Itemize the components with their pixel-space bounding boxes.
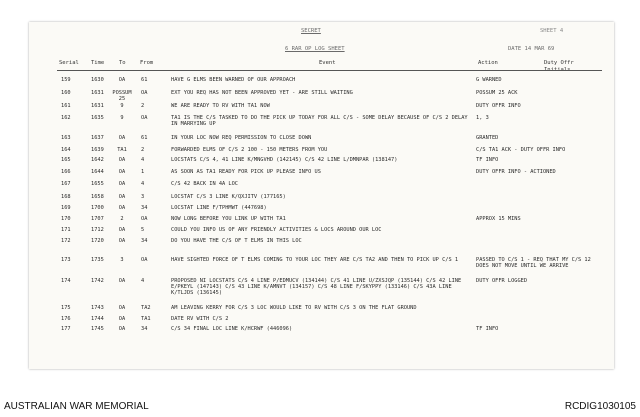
entry-serial: 177 [61, 326, 71, 332]
entry-to: OA [118, 169, 126, 175]
entry-event: LOCSTAT C/S 3 LINE K/QXJITV (177165) [171, 194, 286, 200]
entry-time: 1631 [91, 90, 104, 96]
entry-time: 1744 [91, 316, 104, 322]
entry-event: PROPOSED NI LOCSTATS C/S 4 LINE P/EDMUCV (134144) C/S 41 LINE U/ZXSJQP (135144) C/S 42 LINE E/PKEYL (147143) C/S 43 LINE K/AMNVT (134157) C/S 48 LINE F/SKYPPY (133146) C/S 43A LINE K/TLJDS (136145) [171, 278, 462, 297]
entry-action: PASSED TO C/S 1 - REQ THAT MY C/S 12 DOES NOT MOVE UNTIL WE ARRIVE [476, 257, 591, 270]
entry-from: OA [141, 216, 148, 222]
entry-event: WE ARE READY TO RV WITH TA1 NOW [171, 103, 270, 109]
entry-event: FORWARDED ELMS OF C/S 2 100 - 150 METERS FROM YOU [171, 147, 328, 153]
entry-action: C/S TA1 ACK - DUTY OFFR INFO [476, 147, 566, 153]
column-header-serial: Serial [59, 60, 79, 66]
entry-serial: 174 [61, 278, 71, 284]
entry-action: POSSUM 25 ACK [476, 90, 518, 96]
entry-serial: 176 [61, 316, 71, 322]
entry-serial: 164 [61, 147, 71, 153]
archive-record-id: RCDIG1030105 [564, 401, 636, 412]
column-header-from: From [140, 60, 154, 66]
entry-action: DUTY OFFR INFO - ACTIONED [476, 169, 556, 175]
entry-from: 1 [141, 169, 145, 175]
entry-serial: 171 [61, 227, 71, 233]
header-rule [57, 70, 602, 71]
classification-stamp: SECRET [301, 28, 321, 34]
entry-time: 1655 [91, 181, 104, 187]
entry-from: 34 [141, 326, 148, 332]
column-header-to: To [119, 60, 126, 66]
entry-from: OA [141, 90, 148, 96]
entry-to: POSSUM 25 [112, 90, 132, 103]
entry-from: 4 [141, 157, 145, 163]
entry-from: OA [141, 257, 148, 263]
entry-to: OA [118, 278, 126, 284]
entry-time: 1658 [91, 194, 104, 200]
entry-event: TA1 IS THE C/S TASKED TO DO THE PICK UP TODAY FOR ALL C/S - SOME DELAY BECAUSE OF C/S 2 DELAY IN MARRYING UP [171, 115, 468, 128]
entry-to: OA [118, 135, 126, 141]
entry-from: 4 [141, 278, 145, 284]
entry-to: OA [118, 194, 126, 200]
entry-time: 1720 [91, 238, 104, 244]
entry-to: OA [118, 205, 126, 211]
entry-to: OA [118, 326, 126, 332]
entry-action: APPROX 15 MINS [476, 216, 521, 222]
entry-from: 61 [141, 77, 148, 83]
log-title: 6 RAR OP LOG SHEET [285, 46, 345, 52]
entry-from: TA1 [141, 316, 151, 322]
entry-to: OA [118, 316, 126, 322]
entry-action: GRANTED [476, 135, 499, 141]
entry-event: IN YOUR LOC NOW REQ PERMISSION TO CLOSE DOWN [171, 135, 312, 141]
entry-time: 1707 [91, 216, 104, 222]
entry-to: 9 [120, 103, 124, 109]
entry-to: OA [118, 157, 126, 163]
entry-action: TF INFO [476, 326, 499, 332]
entry-serial: 173 [61, 257, 71, 263]
entry-serial: 159 [61, 77, 71, 83]
entry-time: 1743 [91, 305, 104, 311]
date-reference: DATE 14 MAR 69 [508, 46, 555, 52]
entry-serial: 160 [61, 90, 71, 96]
entry-action: 1, 3 [476, 115, 489, 121]
entry-event: DO YOU HAVE THE C/S OF T ELMS IN THIS LOC [171, 238, 302, 244]
column-header-initials: Duty Offr [544, 60, 574, 66]
entry-from: 2 [141, 103, 145, 109]
entry-to: OA [118, 305, 126, 311]
entry-to: 2 [120, 216, 124, 222]
entry-time: 1637 [91, 135, 104, 141]
entry-time: 1735 [91, 257, 104, 263]
entry-time: 1631 [91, 103, 104, 109]
archive-name: AUSTRALIAN WAR MEMORIAL [4, 401, 149, 412]
entry-event: NOW LONG BEFORE YOU LINK UP WITH TA1 [171, 216, 286, 222]
entry-time: 1742 [91, 278, 104, 284]
entry-event: DATE RV WITH C/S 2 [171, 316, 229, 322]
entry-time: 1644 [91, 169, 104, 175]
entry-time: 1639 [91, 147, 104, 153]
entry-event: HAVE SIGHTED FORCE OF T ELMS COMING TO YOUR LOC THEY ARE C/S TA2 AND THEN TO PICK UP C/S 1 [171, 257, 459, 263]
entry-action: G WARNED [476, 77, 502, 83]
entry-event: AS SOON AS TA1 READY FOR PICK UP PLEASE INFO US [171, 169, 321, 175]
entry-time: 1630 [91, 77, 104, 83]
entry-event: LOCSTATS C/S 4, 41 LINE K/MNGVHD (142145) C/S 42 LINE L/DMNPAR (138147) [171, 157, 398, 163]
entry-action: DUTY OFFR LOGGED [476, 278, 528, 284]
entry-serial: 168 [61, 194, 71, 200]
entry-from: 34 [141, 238, 148, 244]
sheet-reference: SHEET 4 [540, 28, 564, 34]
entry-serial: 161 [61, 103, 71, 109]
entry-serial: 170 [61, 216, 71, 222]
entry-to: 3 [120, 257, 124, 263]
entry-serial: 175 [61, 305, 71, 311]
entry-from: 2 [141, 147, 145, 153]
entry-event: AM LEAVING KERRY FOR C/S 3 LOC WOULD LIKE TO RV WITH C/S 3 ON THE FLAT GROUND [171, 305, 417, 311]
entry-serial: 162 [61, 115, 71, 121]
entry-to: OA [118, 238, 126, 244]
entry-from: TA2 [141, 305, 151, 311]
entry-to: OA [118, 77, 126, 83]
column-header-action: Action [478, 60, 498, 66]
entry-event: C/S 34 FINAL LOC LINE K/HCRWF (446096) [171, 326, 293, 332]
entry-from: 61 [141, 135, 148, 141]
entry-serial: 172 [61, 238, 71, 244]
column-header-time: Time [91, 60, 105, 66]
entry-time: 1745 [91, 326, 104, 332]
entry-event: C/S 42 BACK IN 4A LOC [171, 181, 238, 187]
entry-from: 3 [141, 194, 145, 200]
entry-action: DUTY OFFR INFO [476, 103, 521, 109]
entry-time: 1635 [91, 115, 104, 121]
entry-from: 4 [141, 181, 145, 187]
entry-time: 1712 [91, 227, 104, 233]
entry-serial: 167 [61, 181, 71, 187]
entry-to: 9 [120, 115, 124, 121]
entry-event: COULD YOU INFO US OF ANY FRIENDLY ACTIVITIES & LOCS AROUND OUR LOC [171, 227, 382, 233]
entry-from: OA [141, 115, 148, 121]
entry-to: OA [118, 227, 126, 233]
entry-serial: 169 [61, 205, 71, 211]
entry-serial: 165 [61, 157, 71, 163]
entry-event: EXT YOU REQ HAS NOT BEEN APPROVED YET - ARE STILL WAITING [171, 90, 353, 96]
entry-serial: 166 [61, 169, 71, 175]
entry-serial: 163 [61, 135, 71, 141]
entry-from: 34 [141, 205, 148, 211]
entry-event: LOCSTAT LINE F/TPHMWT (447698) [171, 205, 267, 211]
entry-time: 1700 [91, 205, 104, 211]
column-header-event: Event [319, 60, 336, 66]
archive-footer [0, 397, 640, 417]
entry-to: OA [118, 181, 126, 187]
entry-from: 5 [141, 227, 145, 233]
entry-event: HAVE G ELMS BEEN WARNED OF OUR APPROACH [171, 77, 296, 83]
entry-time: 1642 [91, 157, 104, 163]
entry-to: TA1 [117, 147, 127, 153]
entry-action: TF INFO [476, 157, 499, 163]
